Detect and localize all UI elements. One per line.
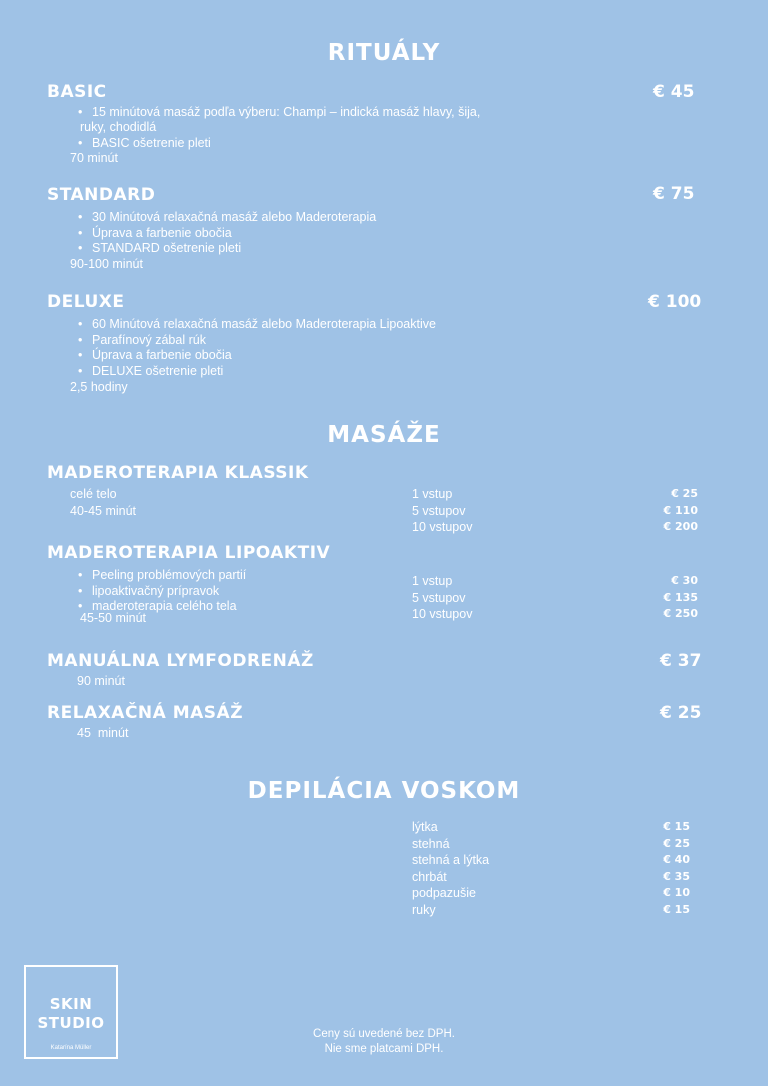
- list-item: • STANDARD ošetrenie pleti: [78, 241, 376, 257]
- lymfo-price: € 37: [660, 651, 702, 671]
- logo-line2: STUDIO: [37, 1014, 105, 1032]
- klassik-desc-line: celé telo: [70, 487, 117, 501]
- option-label: 5 vstupov: [412, 503, 466, 518]
- depilation-item-label: stehná a lýtka: [412, 853, 490, 867]
- klassik-prices: [620, 486, 698, 536]
- depilation-item-label: podpazušie: [412, 886, 476, 900]
- list-item: • 15 minútová masáž podľa výberu: Champi – indická masáž hlavy, šija,: [78, 105, 480, 121]
- depilation-item-price: € 40: [663, 853, 690, 866]
- deluxe-price: € 100: [648, 292, 702, 312]
- logo-line1: SKIN: [49, 995, 93, 1013]
- klassik-name: MADEROTERAPIA KLASSIK: [47, 463, 309, 483]
- standard-duration: 90-100 minút: [70, 257, 143, 271]
- option-price: € 250: [663, 607, 698, 620]
- lymfo-name: MANUÁLNA LYMFODRENÁŽ: [47, 651, 314, 671]
- basic-continuation: ruky, chodidlá: [80, 120, 157, 134]
- basic-name: BASIC: [47, 82, 107, 102]
- lipoaktiv-options: [412, 573, 472, 623]
- logo-title: [26, 995, 116, 1033]
- option-price: € 25: [671, 487, 698, 500]
- depilation-item-price: € 35: [663, 869, 690, 883]
- footer-note: [234, 1027, 534, 1057]
- depilation-item-label: ruky: [412, 902, 436, 917]
- logo-subtitle: Katarína Müller: [50, 1045, 92, 1051]
- list-item: • Úprava a farbenie obočia: [78, 348, 436, 364]
- option-label: 1 vstup: [412, 487, 453, 501]
- footer-line2: Nie sme platcami DPH.: [324, 1043, 444, 1055]
- relax-name: RELAXAČNÁ MASÁŽ: [47, 703, 244, 723]
- depilation-item-price: € 15: [663, 820, 690, 833]
- lipoaktiv-prices: [620, 573, 698, 623]
- deluxe-bullets: [78, 317, 436, 379]
- deluxe-duration: 2,5 hodiny: [70, 380, 128, 394]
- list-item: • BASIC ošetrenie pleti: [78, 136, 211, 152]
- massages-title: MASÁŽE: [327, 422, 441, 448]
- option-label: 5 vstupov: [412, 590, 466, 605]
- depilation-item-price: € 15: [663, 902, 690, 916]
- studio-logo: [24, 965, 118, 1059]
- list-item: • Parafínový zábal rúk: [78, 333, 436, 349]
- basic-duration: 70 minút: [70, 151, 118, 165]
- standard-bullets: [78, 210, 376, 257]
- option-price: € 135: [663, 590, 698, 604]
- depilation-title: DEPILÁCIA VOSKOM: [247, 778, 521, 804]
- lipoaktiv-duration: 45-50 minút: [80, 611, 147, 625]
- footer-line1: Ceny sú uvedené bez DPH.: [313, 1028, 455, 1040]
- list-item: • 60 Minútová relaxačná masáž alebo Maderoterapia Lipoaktive: [78, 317, 436, 333]
- klassik-desc: [70, 486, 136, 519]
- list-item: • lipoaktivačný prípravok: [78, 584, 246, 600]
- klassik-options: [412, 486, 472, 536]
- depilation-item-label: stehná: [412, 836, 450, 851]
- list-item: • 30 Minútová relaxačná masáž alebo Maderoterapia: [78, 210, 376, 226]
- depilation-item-price: € 10: [663, 886, 690, 899]
- standard-price: € 75: [653, 184, 695, 204]
- list-item: • Peeling problémových partií: [78, 568, 246, 584]
- depilation-item-label: chrbát: [412, 869, 447, 884]
- relax-duration: 45 minút: [77, 726, 129, 740]
- option-label: 1 vstup: [412, 574, 453, 588]
- lymfo-duration: 90 minút: [77, 674, 125, 688]
- option-label: 10 vstupov: [412, 520, 473, 534]
- list-item: • DELUXE ošetrenie pleti: [78, 364, 436, 380]
- basic-bullets: [78, 105, 480, 121]
- relax-price: € 25: [660, 703, 702, 723]
- option-price: € 30: [671, 574, 698, 587]
- basic-bullets-2: [78, 136, 211, 152]
- klassik-desc-line: 40-45 minút: [70, 503, 137, 518]
- option-price: € 200: [663, 520, 698, 533]
- rituals-title: RITUÁLY: [327, 40, 441, 66]
- standard-name: STANDARD: [47, 185, 156, 205]
- lipoaktiv-name: MADEROTERAPIA LIPOAKTIV: [47, 543, 331, 563]
- lipoaktiv-bullets: [78, 568, 246, 615]
- list-item: • Úprava a farbenie obočia: [78, 226, 376, 242]
- option-price: € 110: [663, 503, 698, 517]
- basic-price: € 45: [653, 82, 695, 102]
- option-label: 10 vstupov: [412, 607, 473, 621]
- deluxe-name: DELUXE: [47, 292, 125, 312]
- depilation-item-label: lýtka: [412, 820, 438, 834]
- list-item: • maderoterapia celého tela: [78, 599, 246, 615]
- depilation-item-price: € 25: [663, 836, 690, 850]
- depilation-prices: [640, 819, 690, 918]
- depilation-labels: [412, 819, 489, 918]
